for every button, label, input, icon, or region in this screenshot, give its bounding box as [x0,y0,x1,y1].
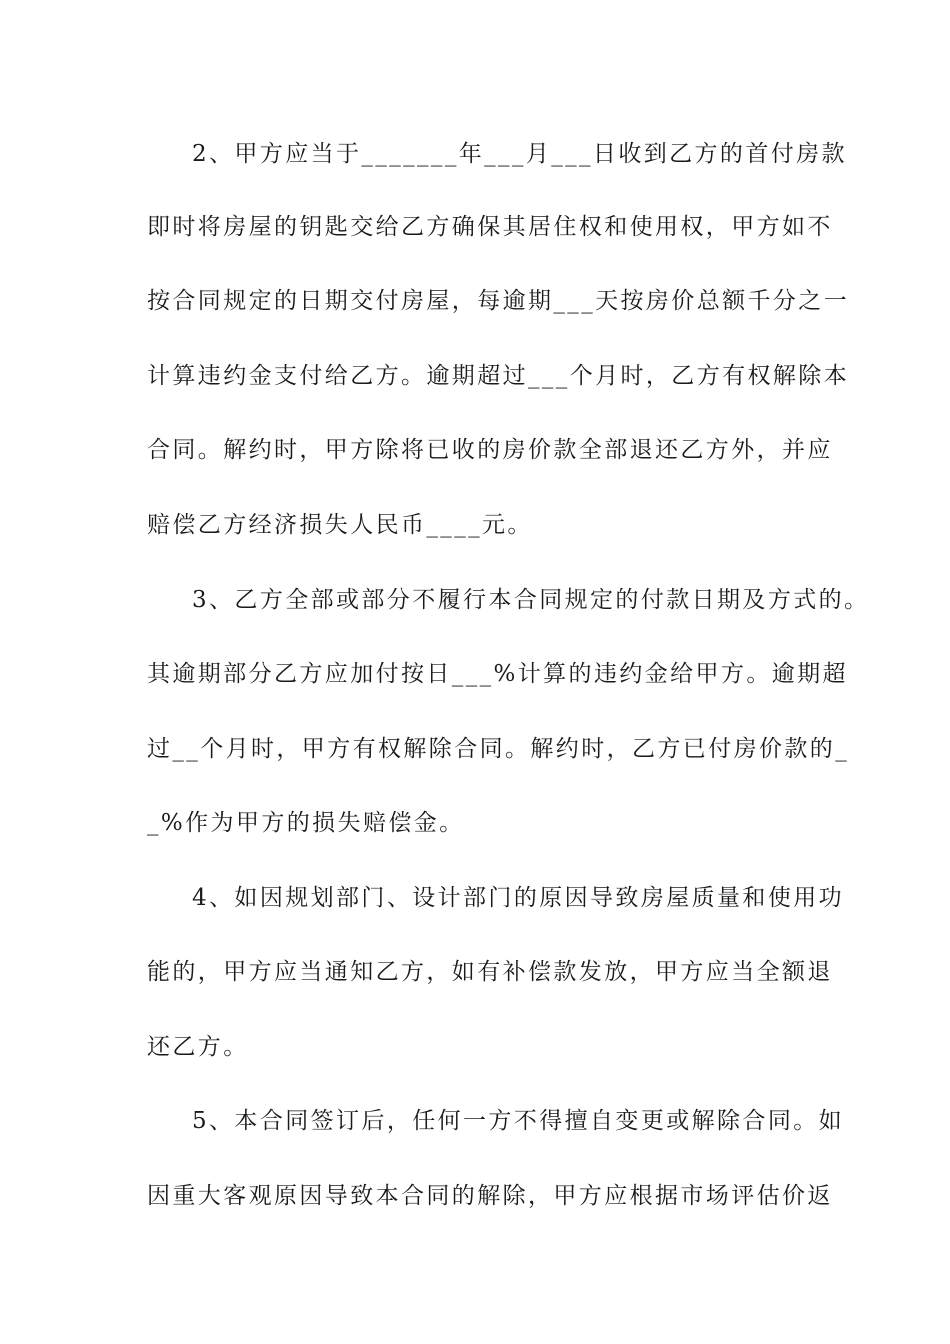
clause-5-line-2: 因重大客观原因导致本合同的解除，甲方应根据市场评估价返 [147,1183,833,1209]
clause-2-line-4: 计算违约金支付给乙方。逾期超过___个月时，乙方有权解除本 [147,363,850,389]
clause-5-line-1: 5、本合同签订后，任何一方不得擅自变更或解除合同。如 [192,1108,845,1134]
clause-2-line-5: 合同。解约时，甲方除将已收的房价款全部退还乙方外，并应 [147,437,833,463]
clause-3-line-4: _%作为甲方的损失赔偿金。 [147,810,465,836]
clause-4-line-3: 还乙方。 [147,1034,249,1060]
clause-2-line-1: 2、甲方应当于_______年___月___日收到乙方的首付房款 [192,141,847,167]
clause-2-line-3: 按合同规定的日期交付房屋，每逾期___天按房价总额千分之一 [147,288,850,314]
clause-4-line-2: 能的，甲方应当通知乙方，如有补偿款发放，甲方应当全额退 [147,959,833,985]
clause-3-line-3: 过__个月时，甲方有权解除合同。解约时，乙方已付房价款的_ [147,736,850,762]
clause-3-line-2: 其逾期部分乙方应加付按日___%计算的违约金给甲方。逾期超 [147,661,848,687]
clause-3-line-1: 3、乙方全部或部分不履行本合同规定的付款日期及方式的。 [192,587,870,613]
clause-2-line-6: 赔偿乙方经济损失人民币____元。 [147,512,533,538]
clause-2-line-2: 即时将房屋的钥匙交给乙方确保其居住权和使用权，甲方如不 [147,214,833,240]
clause-4-line-1: 4、如因规划部门、设计部门的原因导致房屋质量和使用功 [192,885,845,911]
